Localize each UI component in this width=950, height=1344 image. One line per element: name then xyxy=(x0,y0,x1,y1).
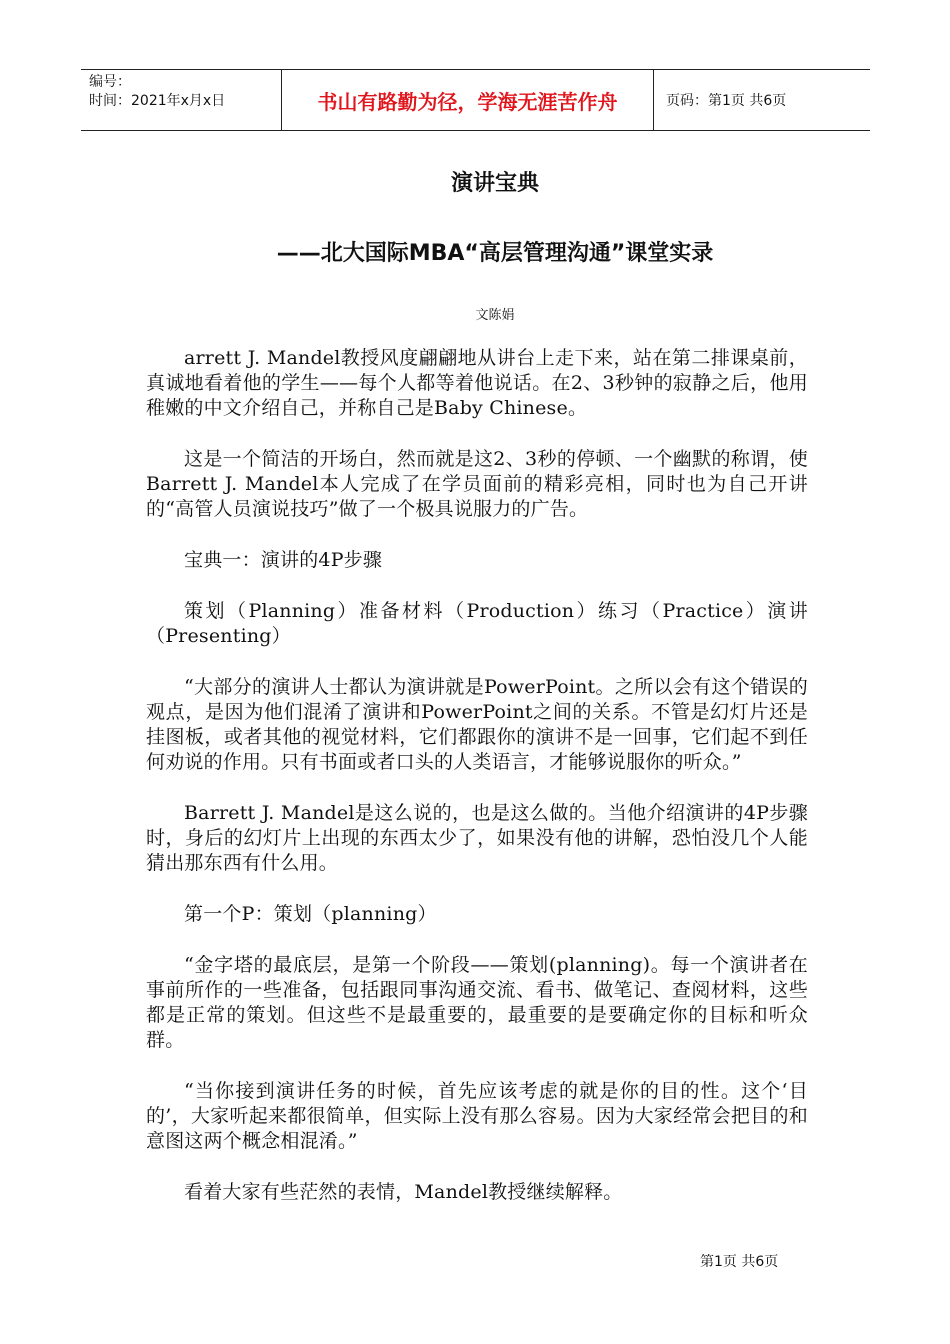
paragraph: 看着大家有些茫然的表情，Mandel教授继续解释。 xyxy=(184,1181,623,1203)
document-subtitle: ——北大国际MBA“高层管理沟通”课堂实录 xyxy=(276,241,714,266)
paragraph: Barrett J. Mandel是这么说的，也是这么做的。当他介绍演讲的4P步骤时，身后的幻灯片上出现的东西太少了，如果没有他的讲解，恐怕没几个人能猜出那东西有什么用。 xyxy=(146,802,808,874)
paragraph: 策划（Planning）准备材料（Production）练习（Practice）演讲（Presenting） xyxy=(146,600,808,647)
header-meta xyxy=(81,70,282,130)
page-header xyxy=(81,69,870,131)
number-label: 编号： xyxy=(89,74,131,90)
page-footer: 第1页 共6页 xyxy=(700,1254,779,1270)
paragraph: “金字塔的最底层，是第一个阶段——策划(planning)。每一个演讲者在事前所作的一些准备，包括跟同事沟通交流、看书、做笔记、查阅材料，这些都是正常的策划。但这些不是最重要的，最重要的是要确定你的目标和听众群。 xyxy=(146,954,808,1051)
document-title: 演讲宝典 xyxy=(450,171,539,196)
header-motto: 书山有路勤为径，学海无涯苦作舟 xyxy=(282,70,654,130)
document-body xyxy=(146,346,808,1231)
paragraph: “大部分的演讲人士都认为演讲就是PowerPoint。之所以会有这个错误的观点，是因为他们混淆了演讲和PowerPoint之间的关系。不管是幻灯片还是挂图板，或者其他的视觉材料，它们都跟你的演讲不是一回事，它们起不到任何劝说的作用。只有书面或者口头的人类语言，才能够说服你的听众。” xyxy=(146,676,808,773)
paragraph: arrett J. Mandel教授风度翩翩地从讲台上走下来，站在第二排课桌前，真诚地看着他的学生——每个人都等着他说话。在2、3秒钟的寂静之后，他用稚嫩的中文介绍自己，并称自己是Baby Chinese。 xyxy=(146,347,808,419)
header-page-info: 页码：第1页 共6页 xyxy=(666,93,787,109)
paragraph: 第一个P：策划（planning） xyxy=(184,903,437,925)
time-label: 时间：2021年x月x日 xyxy=(89,93,226,109)
paragraph: “当你接到演讲任务的时候，首先应该考虑的就是你的目的性。这个‘目的’，大家听起来都很简单，但实际上没有那么容易。因为大家经常会把目的和意图这两个概念相混淆。” xyxy=(146,1080,808,1152)
paragraph: 这是一个简洁的开场白，然而就是这2、3秒的停顿、一个幽默的称谓，使Barrett J. Mandel本人完成了在学员面前的精彩亮相，同时也为自己开讲的“高管人员演说技巧”做了一个极具说服力的广告。 xyxy=(146,448,808,520)
paragraph: 宝典一：演讲的4P步骤 xyxy=(184,549,383,571)
document-author: 文陈娟 xyxy=(475,308,515,323)
